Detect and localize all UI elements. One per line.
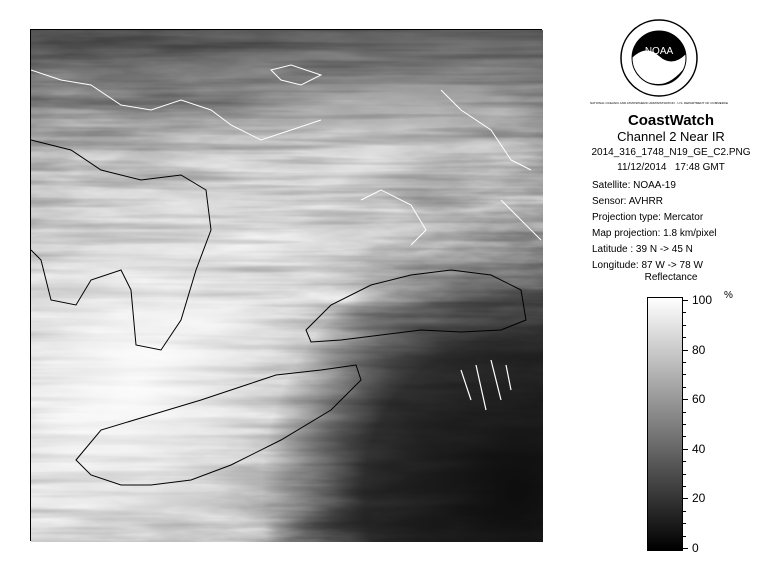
info-latitude: Latitude : 39 N -> 45 N	[592, 244, 693, 255]
info-projection-type: Projection type: Mercator	[592, 212, 704, 223]
colorbar-minor-tick	[683, 325, 686, 326]
colorbar-minor-tick	[683, 312, 686, 313]
channel-title: Channel 2 Near IR	[617, 129, 725, 144]
colorbar-tick-label: 80	[692, 342, 706, 357]
legend-title: Reflectance	[644, 272, 698, 283]
colorbar-minor-tick	[683, 300, 686, 301]
legend-unit: %	[724, 290, 733, 301]
date: 11/12/2014	[617, 162, 667, 173]
colorbar-minor-tick	[683, 387, 686, 388]
logo-ring-text: NATIONAL OCEANIC AND ATMOSPHERIC ADMINISTRATION · U.S. DEPARTMENT OF COMMERCE	[589, 101, 729, 105]
filename: 2014_316_1748_N19_GE_C2.PNG	[591, 147, 751, 158]
colorbar-tick-label: 100	[692, 293, 713, 307]
colorbar-minor-tick	[683, 536, 686, 537]
colorbar-minor-tick	[683, 362, 686, 363]
noaa-seal-icon	[589, 18, 729, 108]
colorbar-tick-label: 60	[692, 392, 706, 407]
colorbar-minor-tick	[683, 374, 686, 375]
colorbar-minor-tick	[683, 548, 686, 549]
colorbar-minor-tick	[683, 486, 686, 487]
colorbar-minor-tick	[683, 350, 686, 351]
colorbar-minor-tick	[683, 424, 686, 425]
time: 17:48 GMT	[674, 162, 725, 173]
colorbar-minor-tick	[683, 412, 686, 413]
info-map-projection: Map projection: 1.8 km/pixel	[592, 228, 717, 239]
satellite-image	[30, 29, 542, 541]
colorbar-tick-label: 20	[692, 491, 706, 506]
colorbar-minor-tick	[683, 399, 686, 400]
colorbar-minor-tick	[683, 511, 686, 512]
datetime	[560, 162, 782, 173]
colorbar-minor-tick	[683, 337, 686, 338]
colorbar-tick-label: 0	[692, 541, 699, 555]
colorbar-minor-tick	[683, 474, 686, 475]
info-satellite: Satellite: NOAA-19	[592, 180, 676, 191]
reflectance-colorbar	[647, 297, 683, 551]
info-longitude: Longitude: 87 W -> 78 W	[592, 260, 703, 271]
colorbar-tick-label: 40	[692, 441, 706, 456]
brand-title: CoastWatch	[627, 112, 715, 129]
info-sensor: Sensor: AVHRR	[592, 196, 663, 207]
colorbar-minor-tick	[683, 449, 686, 450]
colorbar-minor-tick	[683, 498, 686, 499]
colorbar-minor-tick	[683, 461, 686, 462]
colorbar-minor-tick	[683, 523, 686, 524]
logo-text: NOAA	[644, 46, 674, 57]
colorbar-minor-tick	[683, 436, 686, 437]
